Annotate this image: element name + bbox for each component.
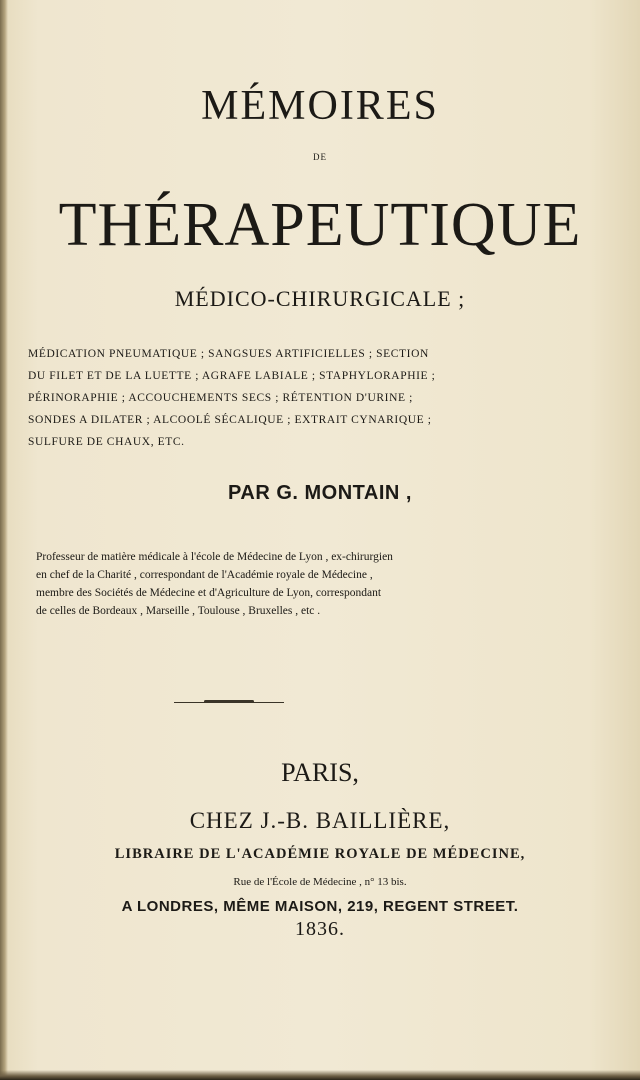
credentials-line: de celles de Bordeaux , Marseille , Toulouse , Bruxelles , etc . [36, 605, 321, 617]
ornamental-rule-center [204, 700, 254, 703]
page-bottom-edge [0, 1070, 640, 1080]
imprint-role: LIBRAIRE DE L'ACADÉMIE ROYALE DE MÉDECINE, [114, 846, 526, 862]
imprint-london: A LONDRES, MÊME MAISON, 219, REGENT STREET. [121, 898, 519, 915]
credentials-line: en chef de la Charité , correspondant de l'Académie royale de Médecine , [36, 569, 373, 581]
imprint-publisher: CHEZ J.-B. BAILLIÈRE, [189, 808, 451, 833]
title-de: DE [313, 152, 327, 162]
topics-line: SULFURE DE CHAUX, ETC. [28, 436, 185, 448]
topics-line: SONDES A DILATER ; ALCOOLÉ SÉCALIQUE ; EXTRAIT CYNARIQUE ; [28, 414, 432, 426]
title-memoires: MÉMOIRES [201, 83, 439, 129]
topics-line: PÉRINORAPHIE ; ACCOUCHEMENTS SECS ; RÉTENTION D'URINE ; [28, 392, 413, 404]
title-medico-chirurgicale: MÉDICO-CHIRURGICALE ; [174, 286, 466, 311]
imprint-year: 1836. [295, 918, 345, 940]
title-therapeutique: THÉRAPEUTIQUE [58, 191, 582, 259]
credentials-line: Professeur de matière médicale à l'école de Médecine de Lyon , ex-chirurgien [36, 551, 393, 563]
topics-line: DU FILET ET DE LA LUETTE ; AGRAFE LABIALE ; STAPHYLORAPHIE ; [28, 370, 436, 382]
imprint-address: Rue de l'École de Médecine , n° 13 bis. [233, 876, 407, 888]
author-line: PAR G. MONTAIN , [228, 482, 412, 504]
credentials-line: membre des Sociétés de Médecine et d'Agriculture de Lyon, correspondant [36, 587, 382, 599]
topics-line: MÉDICATION PNEUMATIQUE ; SANGSUES ARTIFICIELLES ; SECTION [28, 348, 429, 360]
imprint-city: PARIS, [281, 758, 359, 787]
topics-list [28, 343, 618, 453]
author-credentials [36, 548, 626, 620]
